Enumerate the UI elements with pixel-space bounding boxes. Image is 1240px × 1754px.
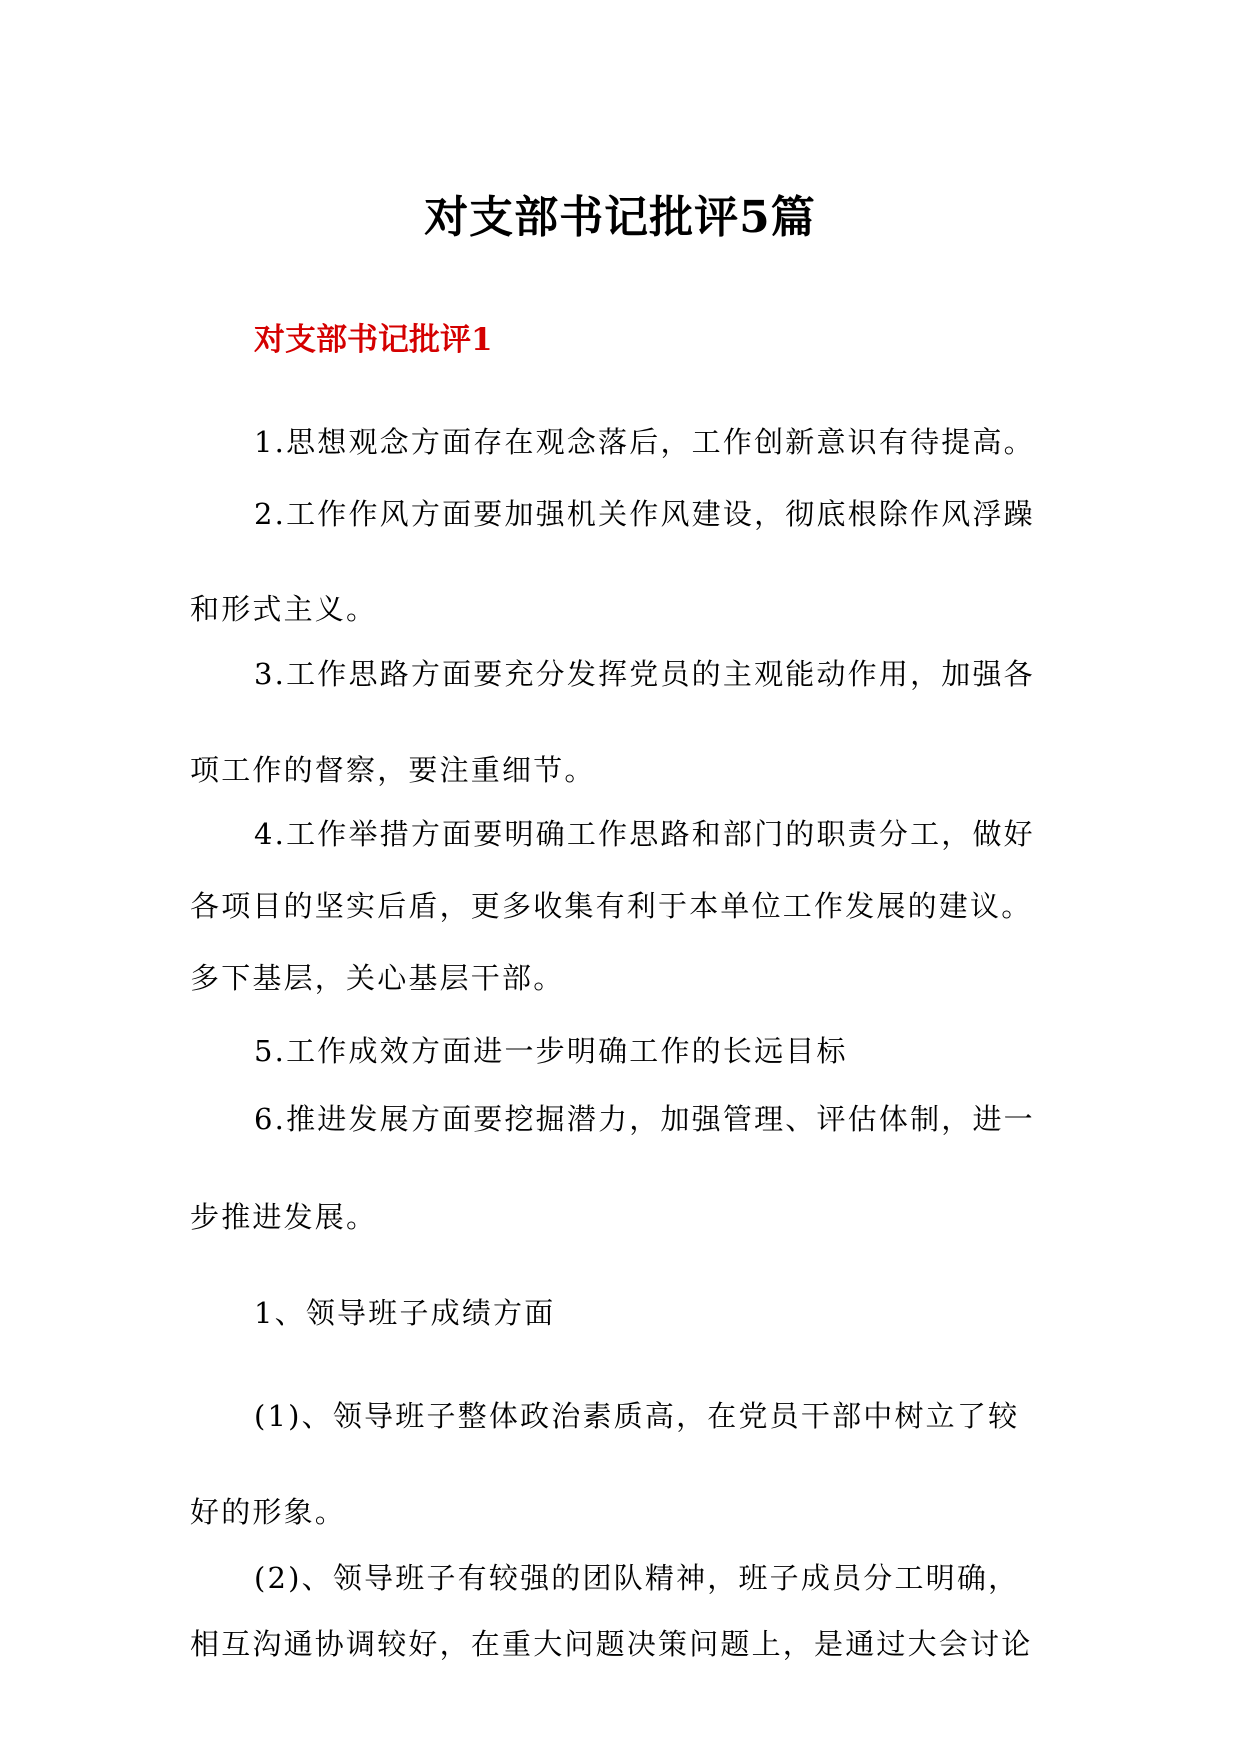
paragraph-line: (2)、领导班子有较强的团队精神，班子成员分工明确， <box>254 1561 1020 1595</box>
paragraph-line: 1.思想观念方面存在观念落后，工作创新意识有待提高。 <box>254 425 1035 459</box>
paragraph-line: 2.工作作风方面要加强机关作风建设，彻底根除作风浮躁 <box>254 497 1035 531</box>
section-heading: 对支部书记批评1 <box>254 322 493 358</box>
paragraph-line: 项工作的督察，要注重细节。 <box>190 753 596 787</box>
paragraph-line: 和形式主义。 <box>190 592 378 626</box>
paragraph-line: 3.工作思路方面要充分发挥党员的主观能动作用，加强各 <box>254 657 1035 691</box>
paragraph-line: 好的形象。 <box>190 1495 347 1529</box>
paragraph-line: 1、领导班子成绩方面 <box>254 1296 556 1330</box>
paragraph-line: 多下基层，关心基层干部。 <box>190 961 565 995</box>
paragraph-line: 5.工作成效方面进一步明确工作的长远目标 <box>254 1034 848 1068</box>
document-title: 对支部书记批评5篇 <box>424 192 816 243</box>
paragraph-line: 相互沟通协调较好，在重大问题决策问题上，是通过大会讨论 <box>190 1627 1033 1661</box>
paragraph-line: 步推进发展。 <box>190 1200 378 1234</box>
paragraph-line: 4.工作举措方面要明确工作思路和部门的职责分工，做好 <box>254 817 1035 851</box>
paragraph-line: 各项目的坚实后盾，更多收集有利于本单位工作发展的建议。 <box>190 889 1033 923</box>
paragraph-line: 6.推进发展方面要挖掘潜力，加强管理、评估体制，进一 <box>254 1102 1035 1136</box>
paragraph-line: (1)、领导班子整体政治素质高，在党员干部中树立了较 <box>254 1399 1020 1433</box>
